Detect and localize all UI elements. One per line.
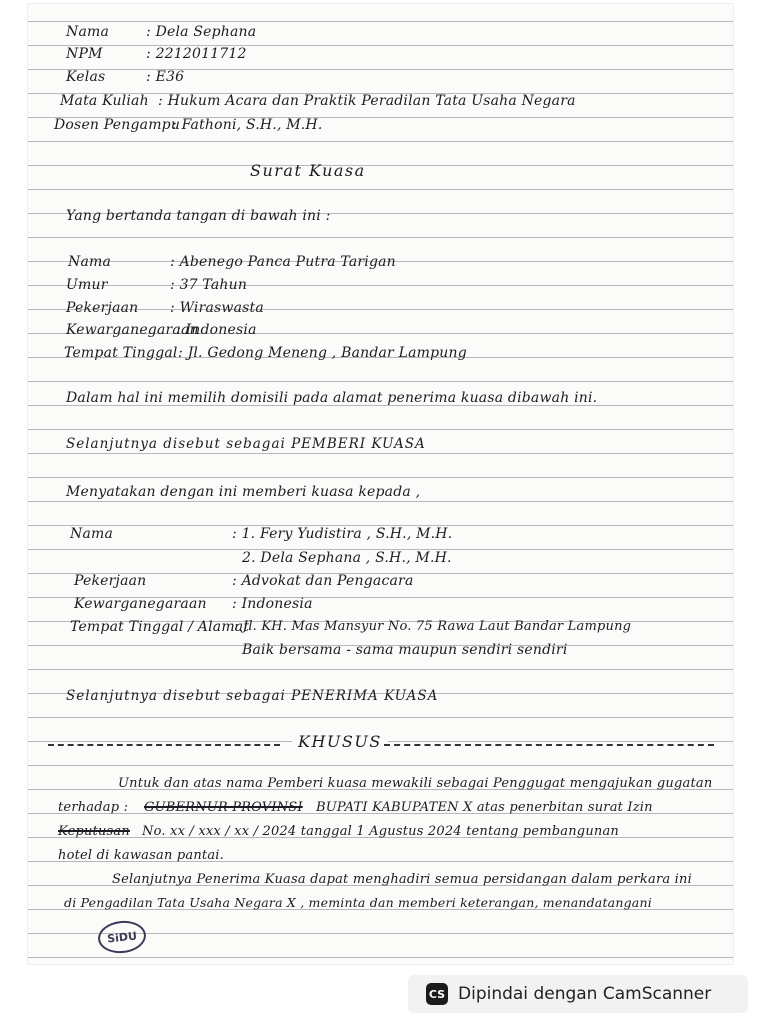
penerima-pekerjaan-label: Pekerjaan	[74, 573, 147, 589]
header-npm-label: NPM	[66, 46, 103, 62]
pemberi-pekerjaan-value: : Wiraswasta	[170, 300, 264, 316]
penerima-pekerjaan-value: : Advokat dan Pengacara	[232, 573, 414, 589]
camscanner-watermark	[408, 975, 748, 1013]
pemberi-kuasa-text: Selanjutnya disebut sebagai PEMBERI KUASA	[66, 436, 426, 452]
penerima-kewarganegaraan-value: : Indonesia	[232, 596, 313, 612]
body-p1-line3-strike: Keputusan	[58, 824, 130, 839]
pemberi-nama-label: Nama	[68, 254, 112, 270]
header-nama-label: Nama	[66, 24, 110, 40]
body-p1-line2-b: BUPATI KABUPATEN X atas penerbitan surat Izin	[316, 800, 653, 815]
body-p1-line4: hotel di kawasan pantai.	[58, 848, 224, 863]
penerima-kuasa-text: Selanjutnya disebut sebagai PENERIMA KUASA	[66, 688, 439, 704]
header-kelas-label: Kelas	[66, 69, 106, 85]
header-kelas-value: : E36	[146, 69, 185, 85]
penerima-tempat-value: : Jl. KH. Mas Mansyur No. 75 Rawa Laut Bandar Lampung	[234, 619, 632, 634]
camscanner-text: Dipindai dengan CamScanner	[458, 984, 712, 1004]
pemberi-umur-value: : 37 Tahun	[170, 277, 248, 293]
header-npm-value: : 2212011712	[146, 46, 247, 62]
scanned-page	[28, 4, 733, 964]
penerima-bersama-text: Baik bersama - sama maupun sendiri sendiri	[242, 642, 568, 658]
header-nama-value: : Dela Sephana	[146, 24, 257, 40]
page-title: Surat Kuasa	[250, 161, 366, 180]
body-p1-line1: Untuk dan atas nama Pemberi kuasa mewakili sebagai Penggugat mengajukan gugatan	[118, 776, 713, 791]
body-p1-line2-strike: GUBERNUR PROVINSI	[144, 800, 303, 815]
intro-text: Yang bertanda tangan di bawah ini :	[66, 208, 331, 224]
pemberi-pekerjaan-label: Pekerjaan	[66, 300, 139, 316]
dashed-divider-left	[48, 744, 280, 746]
pemberi-tempat-label: Tempat Tinggal	[64, 345, 178, 361]
menyatakan-text: Menyatakan dengan ini memberi kuasa kepada ,	[66, 484, 421, 500]
domisili-text: Dalam hal ini memilih domisili pada alamat penerima kuasa dibawah ini.	[66, 390, 598, 406]
header-dosen-label: Dosen Pengampu	[54, 117, 181, 133]
pemberi-kewarganegaraan-value: : Indonesia	[176, 322, 257, 338]
pemberi-tempat-value: : Jl. Gedong Meneng , Bandar Lampung	[178, 345, 467, 361]
header-matkul-label: Mata Kuliah	[60, 93, 149, 109]
header-dosen-value: : Fathoni, S.H., M.H.	[172, 117, 323, 133]
penerima-tempat-label: Tempat Tinggal / Alamat	[70, 619, 250, 635]
penerima-kewarganegaraan-label: Kewarganegaraan	[74, 596, 207, 612]
dashed-divider-right	[384, 744, 714, 746]
body-p1-line2-a: terhadap :	[58, 800, 129, 815]
penerima-nama-1: : 1. Fery Yudistira , S.H., M.H.	[232, 526, 453, 542]
penerima-nama-2: 2. Dela Sephana , S.H., M.H.	[242, 550, 452, 566]
pemberi-kewarganegaraan-label: Kewarganegaraan	[66, 322, 199, 338]
body-p2-line1: Selanjutnya Penerima Kuasa dapat menghadiri semua persidangan dalam perkara ini	[112, 872, 692, 887]
header-matkul-value: : Hukum Acara dan Praktik Peradilan Tata Usaha Negara	[158, 93, 576, 109]
camscanner-icon: CS	[426, 983, 448, 1005]
body-p1-line3-b: No. xx / xxx / xx / 2024 tanggal 1 Agustus 2024 tentang pembangunan	[142, 824, 619, 839]
body-p2-line2: di Pengadilan Tata Usaha Negara X , meminta dan memberi keterangan, menandatangani	[64, 895, 652, 910]
pemberi-nama-value: : Abenego Panca Putra Tarigan	[170, 254, 396, 270]
penerima-nama-label: Nama	[70, 526, 114, 542]
sidu-paper-logo: SiDU	[96, 919, 147, 956]
pemberi-umur-label: Umur	[66, 277, 108, 293]
khusus-heading: KHUSUS	[292, 732, 388, 751]
